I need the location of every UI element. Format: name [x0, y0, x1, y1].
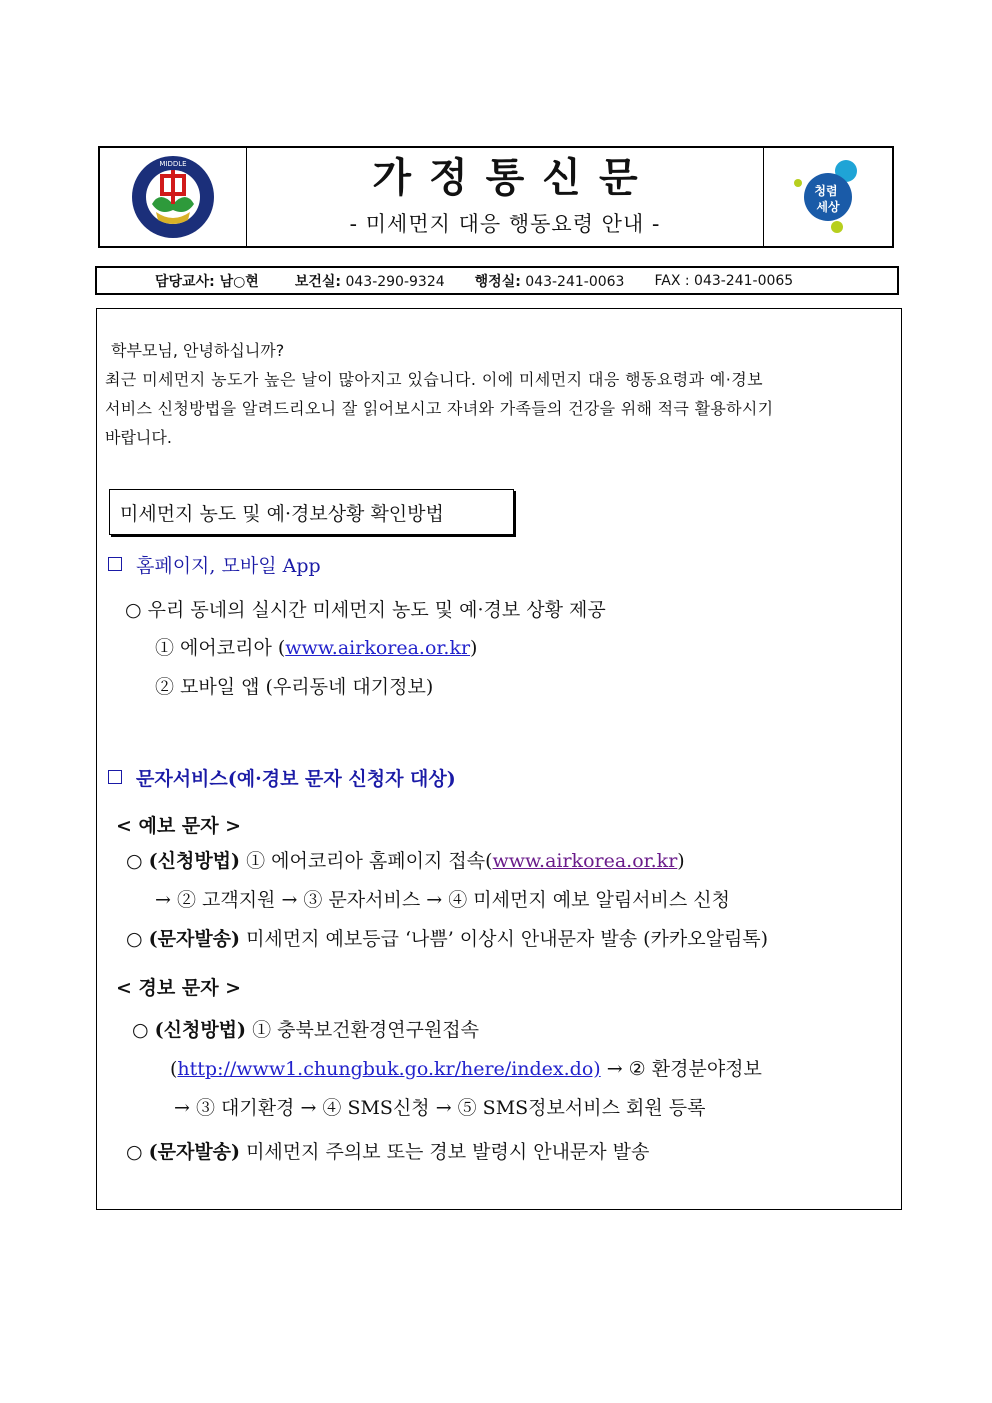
- section-title: 미세먼지 농도 및 예·경보상황 확인방법: [120, 502, 444, 525]
- mobile-app-item: ② 모바일 앱 (우리동네 대기정보): [155, 676, 434, 698]
- integrity-emblem-cell: [764, 148, 892, 246]
- alert-send: ○ (문자발송) 미세먼지 주의보 또는 경보 발령시 안내문자 발송: [126, 1141, 650, 1163]
- school-logo-cell: [100, 148, 247, 246]
- forecast-steps: → ② 고객지원 → ③ 문자서비스 → ④ 미세먼지 예보 알림서비스 신청: [155, 889, 730, 911]
- intro-line-3: 바랍니다.: [105, 428, 172, 447]
- integrity-emblem: [788, 159, 868, 235]
- checkbox-square-icon: [108, 557, 122, 571]
- forecast-send: ○ (문자발송) 미세먼지 예보등급 ‘나쁨’ 이상시 안내문자 발송 (카카오알림톡): [126, 928, 769, 950]
- airkorea-item: ① 에어코리아 (www.airkorea.or.kr): [155, 637, 478, 659]
- chungbuk-link[interactable]: http://www1.chungbuk.go.kr/here/index.do): [177, 1058, 601, 1080]
- homepage-heading: 홈페이지, 모바일 App: [108, 551, 321, 578]
- title-cell: [247, 148, 764, 246]
- contact-bar: [95, 266, 899, 295]
- greeting: 학부모님, 안녕하십니까?: [111, 341, 285, 360]
- homepage-item: ○ 우리 동네의 실시간 미세먼지 농도 및 예·경보 상황 제공: [125, 599, 606, 621]
- teacher-label: 담당교사: 남○현: [155, 273, 259, 290]
- svg-text:청렴: 청렴: [814, 184, 838, 198]
- fax-contact: FAX : 043-241-0065: [654, 272, 794, 289]
- alert-link-line: (http://www1.chungbuk.go.kr/here/index.do) → ② 환경분야정보: [170, 1058, 762, 1080]
- admin-office-contact: 행정실: 043-241-0063: [474, 273, 625, 290]
- header-table: [98, 146, 894, 248]
- svg-text:세상: 세상: [816, 200, 840, 214]
- intro-line-1: 최근 미세먼지 농도가 높은 날이 많아지고 있습니다. 이에 미세먼지 대응 행동요령과 예·경보: [105, 370, 763, 389]
- health-office-contact: 보건실: 043-290-9324: [294, 273, 445, 290]
- sms-heading: 문자서비스(예·경보 문자 신청자 대상): [108, 764, 456, 791]
- checkbox-square-icon: [108, 770, 122, 784]
- airkorea-link[interactable]: www.airkorea.or.kr: [285, 637, 471, 659]
- svg-text:MIDDLE: MIDDLE: [159, 160, 187, 168]
- section-title-box: [109, 489, 514, 535]
- forecast-airkorea-link[interactable]: www.airkorea.or.kr: [492, 850, 678, 872]
- intro-line-2: 서비스 신청방법을 알려드리오니 잘 읽어보시고 자녀와 가족들의 건강을 위해 적극 활용하시기: [105, 399, 774, 418]
- alert-apply: ○ (신청방법) ① 충북보건환경연구원접속: [132, 1019, 480, 1041]
- school-logo: [130, 154, 216, 240]
- forecast-heading: < 예보 문자 >: [116, 815, 242, 837]
- page-title: 가정통신문: [372, 154, 656, 201]
- alert-heading: < 경보 문자 >: [116, 977, 242, 999]
- alert-steps: → ③ 대기환경 → ④ SMS신청 → ⑤ SMS정보서비스 회원 등록: [174, 1097, 706, 1119]
- page-subtitle: - 미세먼지 대응 행동요령 안내 -: [349, 212, 661, 236]
- forecast-apply: ○ (신청방법) ① 에어코리아 홈페이지 접속(www.airkorea.or.kr): [126, 850, 685, 872]
